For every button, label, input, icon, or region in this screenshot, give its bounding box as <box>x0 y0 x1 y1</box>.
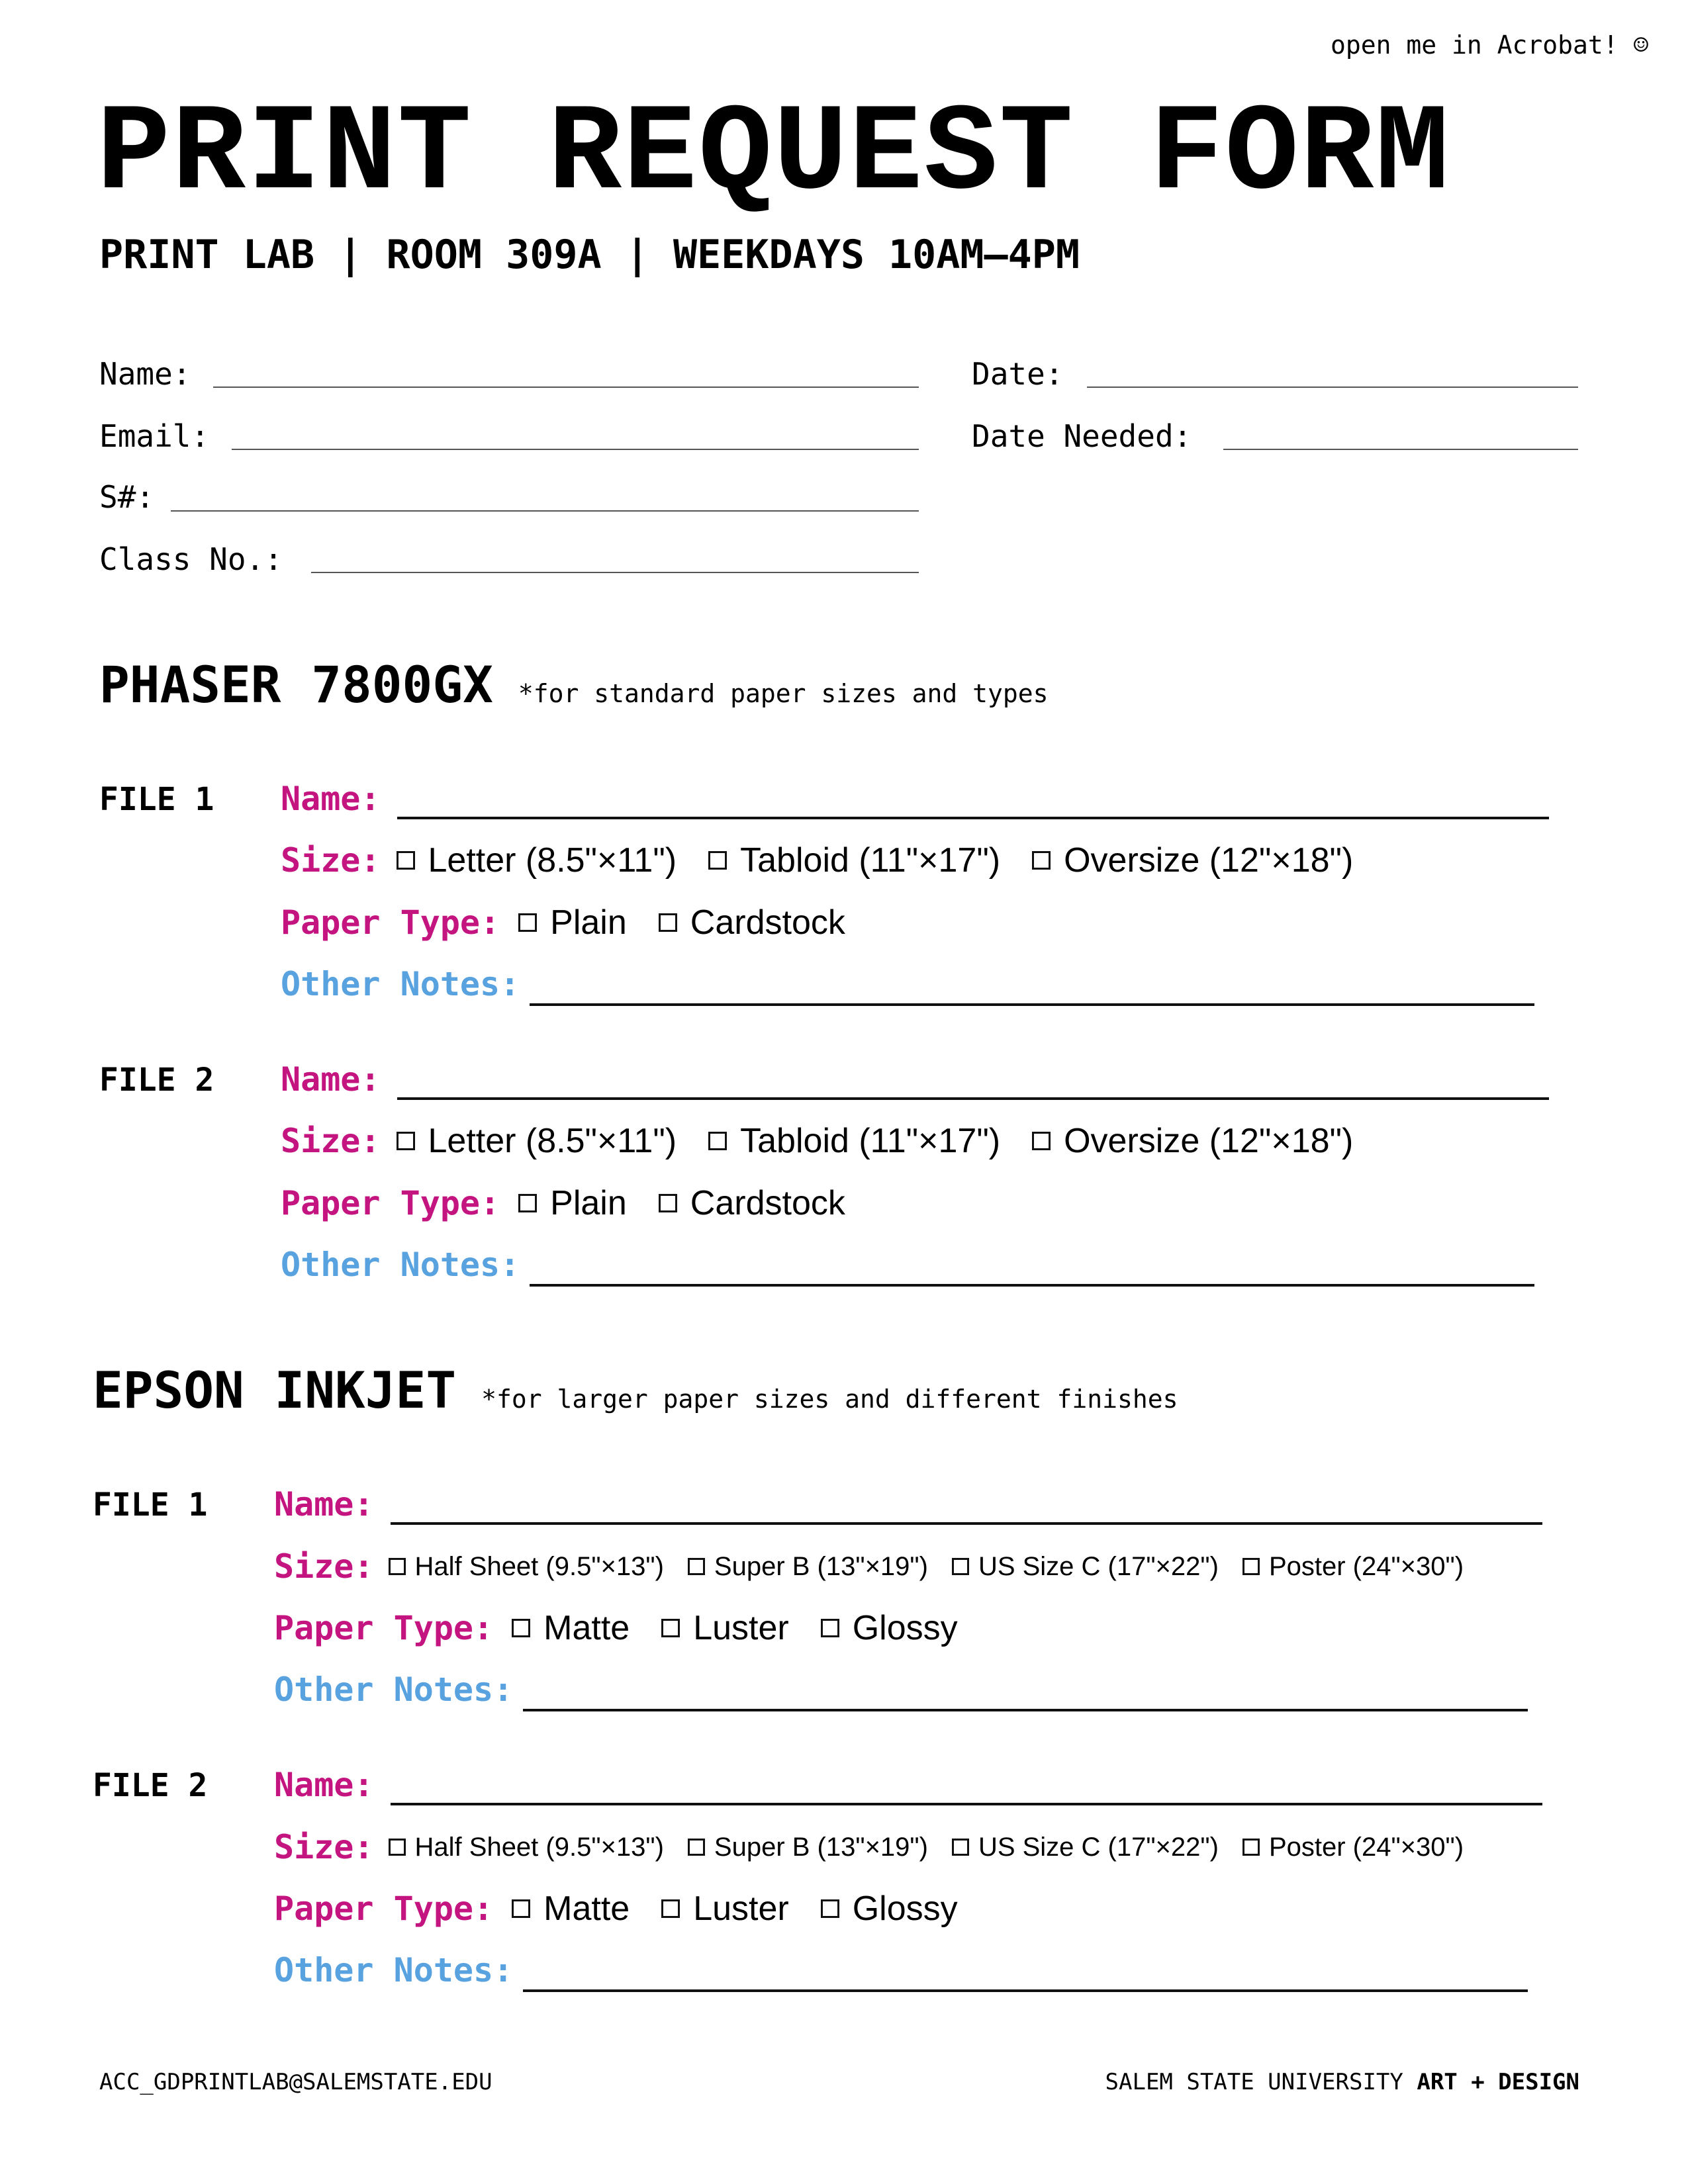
student-number-field[interactable] <box>171 510 919 512</box>
epson-file2-size-options <box>389 1833 1488 1862</box>
checkbox-icon[interactable] <box>688 1558 705 1575</box>
checkbox-icon[interactable] <box>389 1558 406 1575</box>
class-number-label: Class No.: <box>99 541 283 577</box>
epson-file2-paper-matte[interactable]: Matte <box>512 1889 630 1929</box>
phaser-file1-size-letter[interactable]: Letter (8.5"×11") <box>397 841 677 880</box>
phaser-file2-size-tabloid[interactable]: Tabloid (11"×17") <box>708 1121 1000 1161</box>
phaser-file2-size-options <box>397 1121 1385 1161</box>
phaser-file2-paper-cardstock[interactable]: Cardstock <box>659 1183 845 1223</box>
date-label: Date: <box>972 356 1064 392</box>
phaser-file1-name-label: Name: <box>281 780 381 818</box>
checkbox-icon[interactable] <box>659 913 677 932</box>
checkbox-icon[interactable] <box>397 1132 415 1150</box>
checkbox-icon[interactable] <box>1032 851 1051 870</box>
date-needed-field[interactable] <box>1223 449 1578 450</box>
phaser-file2-paper-options <box>518 1183 877 1223</box>
epson-file2-notes-label: Other Notes: <box>274 1951 514 1989</box>
epson-file1-name-field[interactable] <box>391 1522 1542 1525</box>
epson-file1-paper-label: Paper Type: <box>274 1609 494 1647</box>
epson-file1-size-label: Size: <box>274 1547 374 1586</box>
email-field[interactable] <box>232 449 919 450</box>
epson-file2-paper-row <box>274 1889 990 1929</box>
phaser-file2-name-label: Name: <box>281 1060 381 1099</box>
footer-school: SALEM STATE UNIVERSITY <box>1105 2069 1403 2095</box>
phaser-file2-paper-label: Paper Type: <box>281 1184 500 1222</box>
email-label: Email: <box>99 418 210 454</box>
acrobat-note: open me in Acrobat! ☺ <box>1331 30 1649 60</box>
phaser-file1-paper-label: Paper Type: <box>281 903 500 942</box>
epson-title: EPSON INKJET <box>93 1361 457 1420</box>
checkbox-icon[interactable] <box>708 851 727 870</box>
phaser-section-header <box>99 655 1049 714</box>
checkbox-icon[interactable] <box>952 1558 969 1575</box>
checkbox-icon[interactable] <box>688 1839 705 1856</box>
phaser-file2-paper-plain[interactable]: Plain <box>518 1183 627 1223</box>
phaser-file2-paper-row <box>281 1183 877 1223</box>
epson-file2-label: FILE 2 <box>93 1767 208 1804</box>
checkbox-icon[interactable] <box>1243 1839 1260 1856</box>
page-subtitle: PRINT LAB | ROOM 309A | WEEKDAYS 10AM–4PM <box>99 232 1080 278</box>
phaser-note: *for standard paper sizes and types <box>518 679 1049 708</box>
epson-file2-notes-field[interactable] <box>523 1989 1528 1992</box>
epson-file2-size-super-b[interactable]: Super B (13"×19") <box>688 1833 928 1862</box>
phaser-file1-size-label: Size: <box>281 841 381 880</box>
checkbox-icon[interactable] <box>661 1899 680 1918</box>
checkbox-icon[interactable] <box>708 1132 727 1150</box>
phaser-file2-label: FILE 2 <box>99 1062 214 1099</box>
checkbox-icon[interactable] <box>518 1194 537 1212</box>
checkbox-icon[interactable] <box>1243 1558 1260 1575</box>
epson-file1-name-label: Name: <box>274 1485 374 1524</box>
phaser-file2-size-row <box>281 1121 1385 1161</box>
epson-file1-paper-luster[interactable]: Luster <box>661 1608 789 1648</box>
epson-file1-size-poster[interactable]: Poster (24"×30") <box>1243 1552 1464 1582</box>
epson-file2-size-half-sheet[interactable]: Half Sheet (9.5"×13") <box>389 1833 664 1862</box>
epson-file1-paper-glossy[interactable]: Glossy <box>821 1608 958 1648</box>
phaser-file2-notes-label: Other Notes: <box>281 1246 520 1284</box>
epson-file2-name-field[interactable] <box>391 1803 1542 1805</box>
phaser-file1-paper-cardstock[interactable]: Cardstock <box>659 903 845 942</box>
epson-file1-paper-row <box>274 1608 990 1648</box>
epson-file2-size-poster[interactable]: Poster (24"×30") <box>1243 1833 1464 1862</box>
checkbox-icon[interactable] <box>659 1194 677 1212</box>
phaser-file2-name-field[interactable] <box>397 1097 1549 1100</box>
epson-file1-paper-matte[interactable]: Matte <box>512 1608 630 1648</box>
checkbox-icon[interactable] <box>397 851 415 870</box>
epson-file2-paper-luster[interactable]: Luster <box>661 1889 789 1929</box>
phaser-file1-size-row <box>281 841 1385 880</box>
phaser-file1-size-options <box>397 841 1385 880</box>
checkbox-icon[interactable] <box>389 1839 406 1856</box>
checkbox-icon[interactable] <box>512 1619 530 1637</box>
epson-file2-paper-label: Paper Type: <box>274 1889 494 1928</box>
footer-institution <box>1105 2069 1579 2095</box>
epson-file2-paper-glossy[interactable]: Glossy <box>821 1889 958 1929</box>
checkbox-icon[interactable] <box>1032 1132 1051 1150</box>
phaser-file2-size-label: Size: <box>281 1122 381 1160</box>
epson-file1-notes-label: Other Notes: <box>274 1670 514 1709</box>
checkbox-icon[interactable] <box>661 1619 680 1637</box>
epson-file1-paper-options <box>512 1608 990 1648</box>
name-field[interactable] <box>213 387 919 388</box>
date-needed-label: Date Needed: <box>972 418 1192 454</box>
phaser-file1-label: FILE 1 <box>99 781 214 818</box>
epson-file1-size-row <box>274 1547 1487 1586</box>
phaser-file1-size-oversize[interactable]: Oversize (12"×18") <box>1032 841 1353 880</box>
phaser-file1-name-field[interactable] <box>397 817 1549 819</box>
footer-email: ACC_GDPRINTLAB@SALEMSTATE.EDU <box>99 2069 492 2095</box>
epson-file2-name-label: Name: <box>274 1766 374 1804</box>
epson-file1-label: FILE 1 <box>93 1486 208 1524</box>
phaser-file1-size-tabloid[interactable]: Tabloid (11"×17") <box>708 841 1000 880</box>
phaser-file1-paper-row <box>281 903 877 942</box>
epson-file1-size-half-sheet[interactable]: Half Sheet (9.5"×13") <box>389 1552 664 1582</box>
footer-dept: ART + DESIGN <box>1417 2069 1579 2095</box>
checkbox-icon[interactable] <box>952 1839 969 1856</box>
phaser-file1-paper-plain[interactable]: Plain <box>518 903 627 942</box>
epson-file1-notes-field[interactable] <box>523 1709 1528 1711</box>
page-title: PRINT REQUEST FORM <box>97 85 1451 224</box>
epson-file2-size-label: Size: <box>274 1828 374 1866</box>
phaser-file2-size-letter[interactable]: Letter (8.5"×11") <box>397 1121 677 1161</box>
epson-section-header <box>93 1361 1178 1420</box>
epson-file1-size-super-b[interactable]: Super B (13"×19") <box>688 1552 928 1582</box>
epson-file2-size-row <box>274 1828 1487 1866</box>
epson-file1-size-options <box>389 1552 1488 1582</box>
date-field[interactable] <box>1087 387 1578 388</box>
student-number-label: S#: <box>99 479 155 515</box>
epson-file1-size-us-c[interactable]: US Size C (17"×22") <box>952 1552 1219 1582</box>
checkbox-icon[interactable] <box>512 1899 530 1918</box>
phaser-file2-notes-field[interactable] <box>530 1284 1534 1287</box>
phaser-title: PHASER 7800GX <box>99 655 493 714</box>
name-label: Name: <box>99 356 191 392</box>
phaser-file2-size-oversize[interactable]: Oversize (12"×18") <box>1032 1121 1353 1161</box>
epson-file2-paper-options <box>512 1889 990 1929</box>
checkbox-icon[interactable] <box>518 913 537 932</box>
phaser-file1-paper-options <box>518 903 877 942</box>
epson-file2-size-us-c[interactable]: US Size C (17"×22") <box>952 1833 1219 1862</box>
checkbox-icon[interactable] <box>821 1619 839 1637</box>
checkbox-icon[interactable] <box>821 1899 839 1918</box>
phaser-file1-notes-label: Other Notes: <box>281 965 520 1003</box>
class-number-field[interactable] <box>311 572 919 573</box>
epson-note: *for larger paper sizes and different finishes <box>481 1385 1178 1414</box>
phaser-file1-notes-field[interactable] <box>530 1003 1534 1006</box>
